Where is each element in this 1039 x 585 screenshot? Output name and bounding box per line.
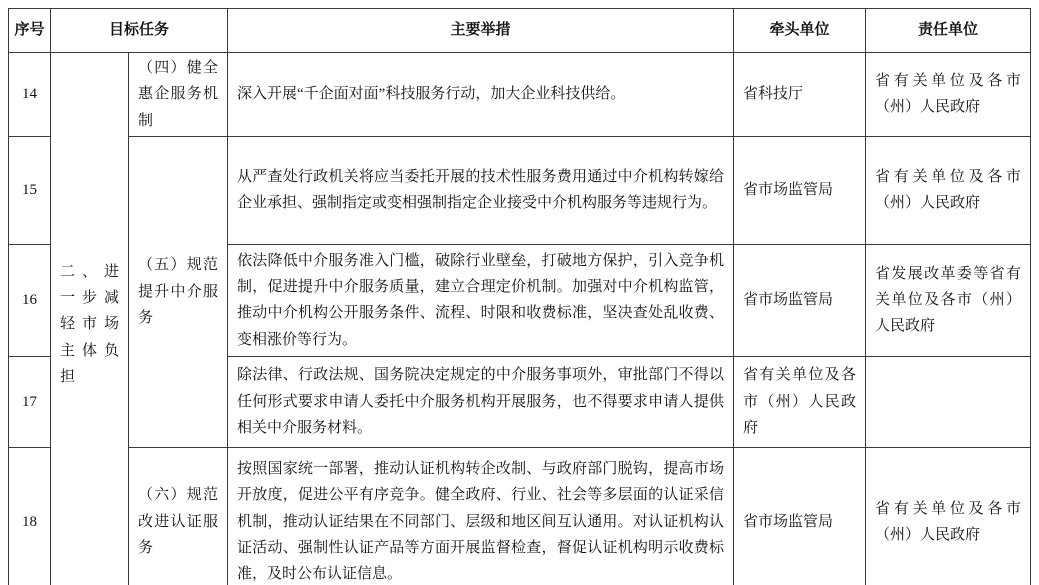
header-row — [9, 9, 1031, 53]
row-18-responsible: 省有关单位及各市（州）人民政府 — [866, 447, 1031, 585]
header-responsible: 责任单位 — [866, 9, 1031, 53]
row-14-responsible: 省有关单位及各市（州）人民政府 — [866, 53, 1031, 137]
row-14-lead: 省科技厅 — [734, 53, 866, 137]
task-table — [8, 8, 1031, 585]
table-row-15 — [9, 136, 1031, 244]
row-16-index: 16 — [9, 244, 51, 356]
row-16-responsible: 省发展改革委等省有关单位及各市（州）人民政府 — [866, 244, 1031, 356]
row-16-measure: 依法降低中介服务准入门槛，破除行业壁垒，打破地方保护，引入竞争机制，促进提升中介服务质量，建立合理定价机制。加强对中介机构监管，推动中介机构公开服务条件、流程、时限和收费标准，坚决查处乱收费、变相涨价等行为。 — [228, 244, 734, 356]
row-15-lead: 省市场监管局 — [734, 136, 866, 244]
header-task: 目标任务 — [51, 9, 228, 53]
row-18-index: 18 — [9, 447, 51, 585]
row-17-responsible — [866, 356, 1031, 447]
row-17-measure: 除法律、行政法规、国务院决定规定的中介服务事项外，审批部门不得以任何形式要求申请人委托中介服务机构开展服务，也不得要求申请人提供相关中介服务材料。 — [228, 356, 734, 447]
table-row-14 — [9, 53, 1031, 137]
row-15-measure: 从严查处行政机关将应当委托开展的技术性服务费用通过中介机构转嫁给企业承担、强制指定或变相强制指定企业接受中介机构服务等违规行为。 — [228, 136, 734, 244]
row-17-lead: 省有关单位及各市（州）人民政府 — [734, 356, 866, 447]
row-14-measure: 深入开展“千企面对面”科技服务行动，加大企业科技供给。 — [228, 53, 734, 137]
main-task-cell: 二、进一步减轻市场主体负担 — [51, 53, 129, 585]
header-lead: 牵头单位 — [734, 9, 866, 53]
table-row-18 — [9, 447, 1031, 585]
header-index: 序号 — [9, 9, 51, 53]
header-measures: 主要举措 — [228, 9, 734, 53]
subtask-4-cell: （四）健全惠企服务机制 — [129, 53, 228, 137]
row-18-measure: 按照国家统一部署，推动认证机构转企改制、与政府部门脱钩，提高市场开放度，促进公平有序竞争。健全政府、行业、社会等多层面的认证采信机制，推动认证结果在不同部门、层级和地区间互认通用。对认证机构认证活动、强制性认证产品等方面开展监督检查，督促认证机构明示收费标准，及时公布认证信息。 — [228, 447, 734, 585]
subtask-5-cell: （五）规范提升中介服务 — [129, 136, 228, 447]
row-15-responsible: 省有关单位及各市（州）人民政府 — [866, 136, 1031, 244]
row-16-lead: 省市场监管局 — [734, 244, 866, 356]
row-14-index: 14 — [9, 53, 51, 137]
subtask-6-cell: （六）规范改进认证服务 — [129, 447, 228, 585]
row-18-lead: 省市场监管局 — [734, 447, 866, 585]
row-17-index: 17 — [9, 356, 51, 447]
row-15-index: 15 — [9, 136, 51, 244]
